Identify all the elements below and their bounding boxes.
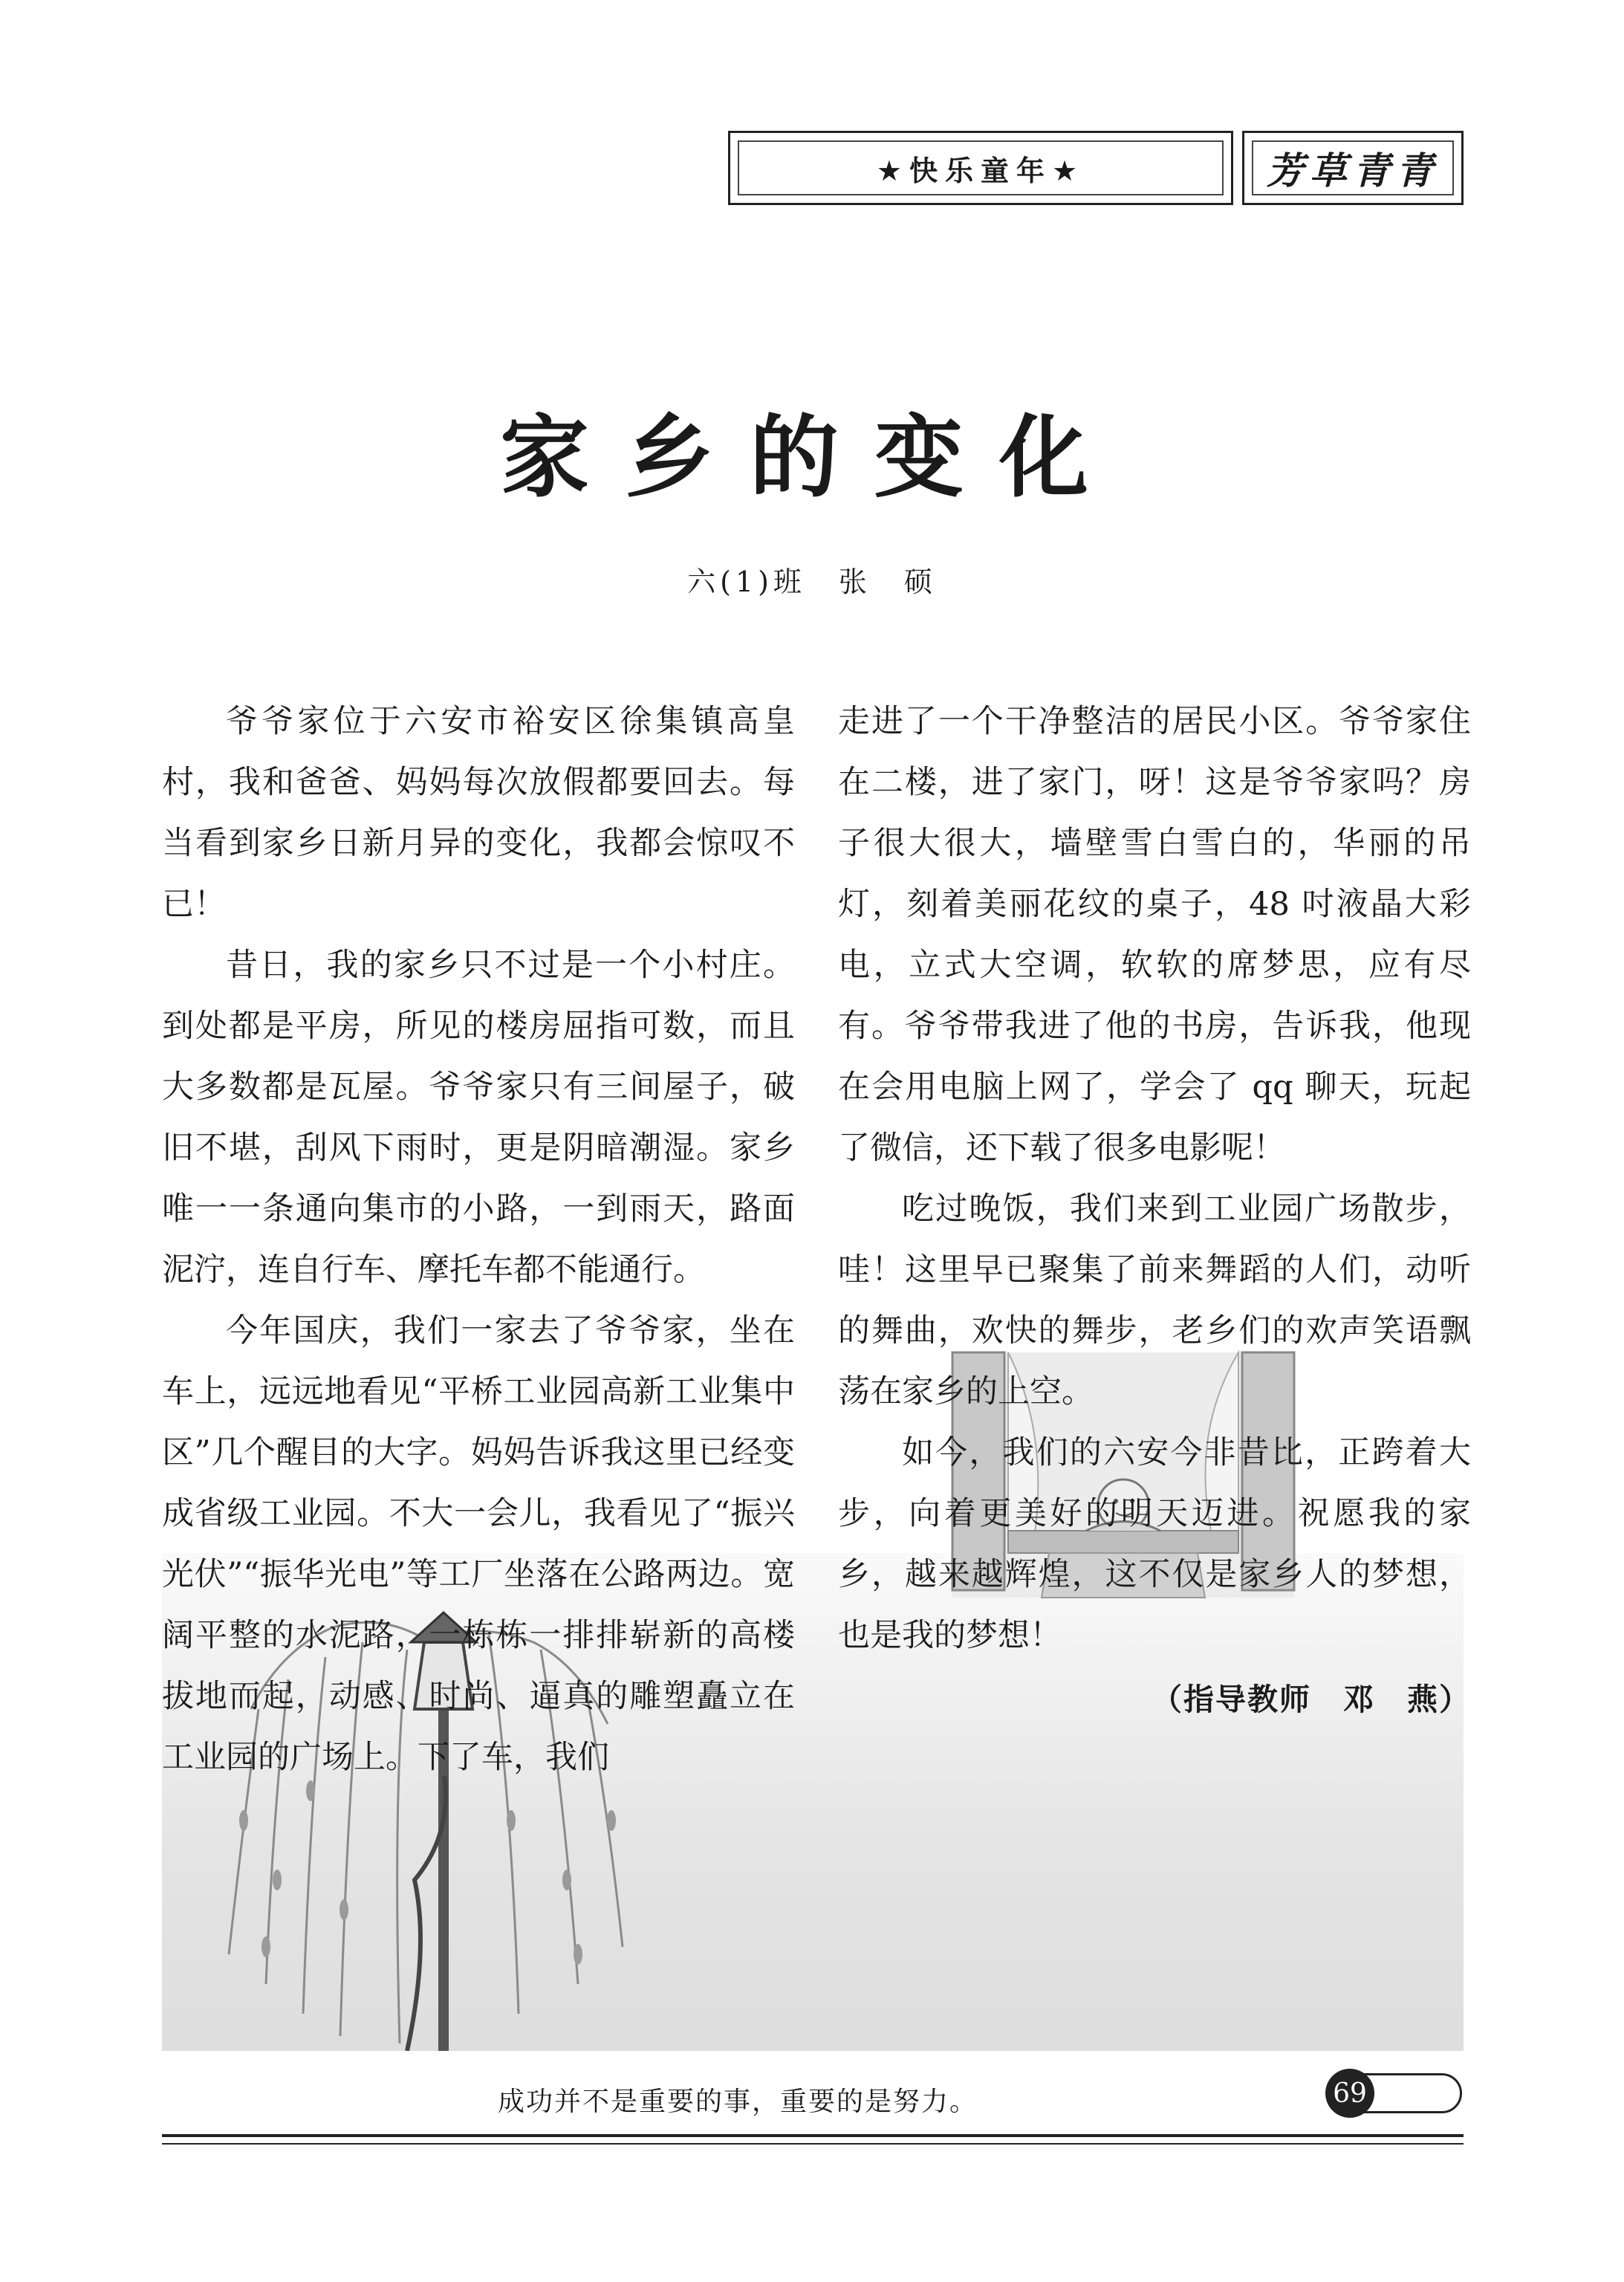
teacher-credit: （指导教师 邓 燕）: [1152, 1682, 1471, 1717]
column-name-box: [728, 131, 1233, 205]
article-title: 家乡的变化: [500, 405, 1124, 510]
left-paragraph-2: 昔日，我的家乡只不过是一个小村庄。到处都是平房，所见的楼房屈指可数，而且大多数都是瓦屋。爷爷家只有三间屋子，破旧不堪，刮风下雨时，更是阴暗潮湿。家乡唯一一条通向集市的小路，一到雨天，路面泥泞，连自行车、摩托车都不能通行。: [162, 947, 795, 1289]
right-paragraph-3: 如今，我们的六安今非昔比，正跨着大步，向着更美好的明天迈进。祝愿我的家乡，越来越辉煌，这不仅是家乡人的梦想，也是我的梦想！: [838, 1434, 1471, 1654]
footer-rule-thin: [162, 2143, 1464, 2145]
left-paragraph-3: 今年国庆，我们一家去了爷爷家，坐在车上，远远地看见“平桥工业园高新工业集中区”几个醒目的大字。妈妈告诉我这里已经变成省级工业园。不大一会儿，我看见了“振兴光伏”“振华光电”等工厂坐落在公路两边。宽阔平整的水泥路，一栋栋一排排崭新的高楼拔地而起，动感、时尚、逼真的雕塑矗立在工业园的广场上。下了车，我们: [162, 1312, 795, 1776]
page-number: 69: [1325, 2069, 1374, 2118]
section-name-box: [1242, 131, 1464, 205]
right-paragraph-1: 走进了一个干净整洁的居民小区。爷爷家住在二楼，进了家门，呀！这是爷爷家吗？房子很大很大，墙壁雪白雪白的，华丽的吊灯，刻着美丽花纹的桌子，48 吋液晶大彩电，立式大空调，软软的席梦思，应有尽有。爷爷带我进了他的书房，告诉我，他现在会用电脑上网了，学会了 qq 聊天，玩起了微信，还下载了很多电影呢！: [838, 703, 1471, 1167]
footer-motto: 成功并不是重要的事，重要的是努力。: [498, 2087, 978, 2117]
column-name: ★快乐童年★: [738, 140, 1224, 195]
article-right-column: [838, 691, 1471, 1730]
article-byline: 六(1)班 张 硕: [687, 565, 937, 598]
footer-rule: [162, 2134, 1464, 2137]
header-band: [728, 131, 1464, 210]
right-paragraph-2: 吃过晚饭，我们来到工业园广场散步，哇！这里早已聚集了前来舞蹈的人们，动听的舞曲，欢快的舞步，老乡们的欢声笑语飘荡在家乡的上空。: [838, 1190, 1471, 1410]
article-left-column: [162, 691, 795, 1788]
section-name: 芳草青青: [1252, 140, 1454, 195]
left-paragraph-1: 爷爷家位于六安市裕安区徐集镇高皇村，我和爸爸、妈妈每次放假都要回去。每当看到家乡日新月异的变化，我都会惊叹不已！: [162, 703, 795, 923]
